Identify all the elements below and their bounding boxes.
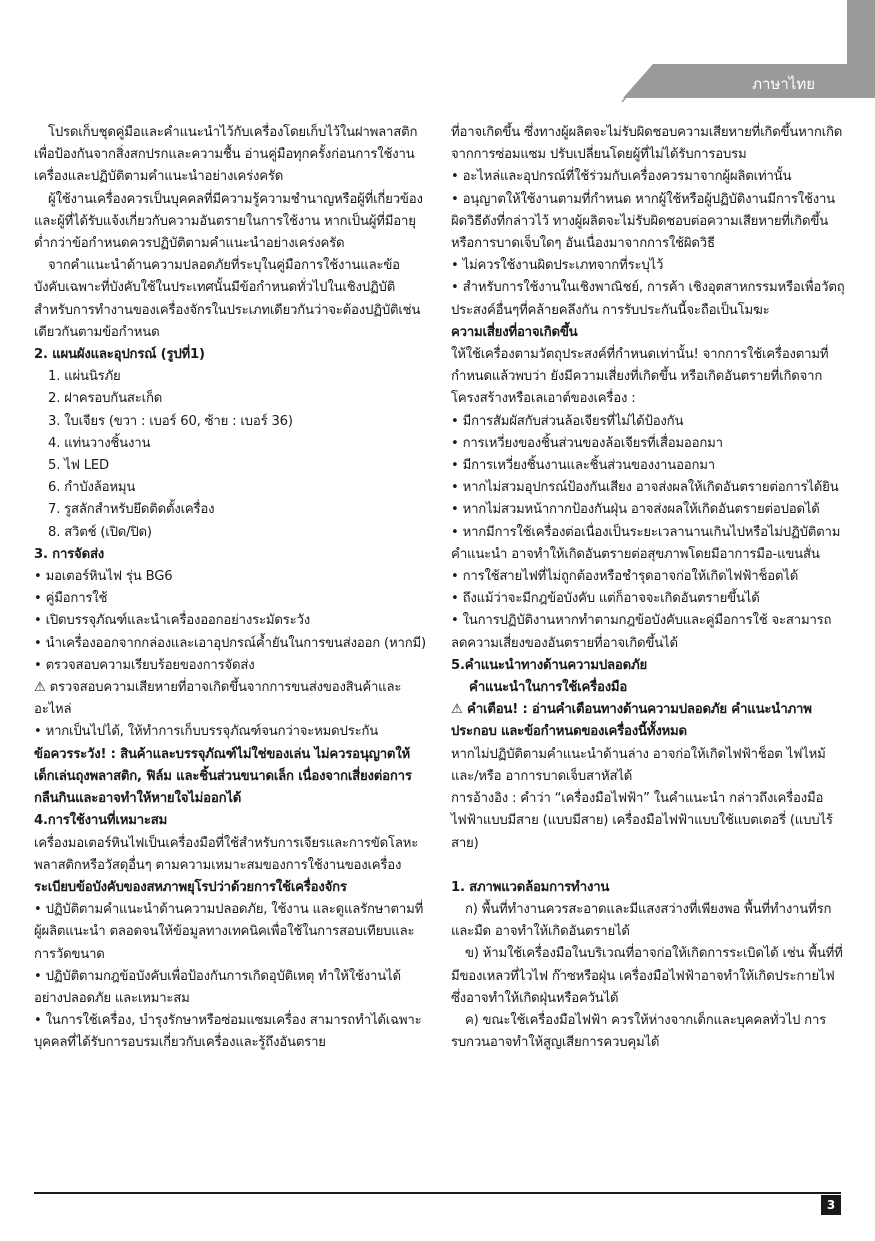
left-paragraph: 1. แผ่นนิรภัย — [48, 369, 121, 385]
left-paragraph: • ปฏิบัติตามกฎข้อบังคับเพื่อป้องกันการเกิดอุบัติเหตุ ทำให้ใช้งานได้อย่างปลอดภัย และเหมาะสม — [34, 968, 401, 1006]
left-paragraph: • เปิดบรรจุภัณฑ์และนำเครื่องออกอย่างระมัดระวัง — [34, 613, 310, 629]
left-paragraph: จากคำแนะนำด้านความปลอดภัยที่ระบุในคู่มือการใช้งานและข้อบังคับเฉพาะที่บังคับใช้ในประเทศนั้นมีข้อกำหนดทั่วไปในเชิงปฏิบัติสำหรับการทำงานของเครื่องจักรในประเภทเดียวกันว่าจะต้องปฏิบัติเช่นเดียวกันตามข้อกำหนด — [34, 258, 421, 340]
left-paragraph: 7. รูสลักสำหรับยึดติดตั้งเครื่อง — [48, 502, 215, 518]
left-paragraph: 2. แผนผังและอุปกรณ์ (รูปที่1) — [34, 347, 205, 363]
left-paragraph: 4.การใช้งานที่เหมาะสม — [34, 813, 168, 829]
right-paragraph: • หากไม่สวมอุปกรณ์ป้องกันเสียง อาจส่งผลให้เกิดอันตรายต่อการได้ยิน — [451, 480, 839, 496]
right-paragraph: • หากมีการใช้เครื่องต่อเนื่องเป็นระยะเวลานานเกินไปหรือไม่ปฏิบัติตามคำแนะนำ อาจทำให้เกิดอันตรายต่อสุขภาพโดยมีอาการมือ-แขนสั่น — [451, 524, 841, 562]
left-paragraph: • มอเตอร์หินไฟ รุ่น BG6 — [34, 569, 173, 585]
left-paragraph: • นำเครื่องออกจากกล่องและเอาอุปกรณ์ค้ำยันในการขนส่งออก (หากมี) — [34, 635, 426, 651]
left-paragraph: 5. ไฟ LED — [48, 458, 109, 474]
left-paragraph: • ในการใช้เครื่อง, บำรุงรักษาหรือซ่อมแซมเครื่อง สามารถทำได้เฉพาะบุคคลที่ได้รับการอบรมเกี่ยวกับเครื่องและรู้ถึงอันตราย — [34, 1013, 422, 1051]
right-paragraph: คำแนะนำในการใช้เครื่องมือ — [469, 680, 628, 696]
right-paragraph: ก) พื้นที่ทำงานควรสะอาดและมีแสงสว่างที่เพียงพอ พื้นที่ทำงานที่รกและมืด อาจทำให้เกิดอันตรายได้ — [451, 901, 832, 940]
left-paragraph: 2. ฝาครอบกันสะเก็ด — [48, 391, 163, 407]
right-paragraph: • การเหวี่ยงของชิ้นส่วนของล้อเจียรที่เสื่อมออกมา — [451, 435, 723, 451]
right-paragraph: • มีการเหวี่ยงชิ้นงานและชิ้นส่วนของงานออกมา — [451, 458, 715, 474]
right-paragraph — [451, 855, 846, 877]
right-paragraph: • สำหรับการใช้งานในเชิงพาณิชย์, การค้า เชิงอุตสาหกรรมหรือเพื่อวัตถุประสงค์อื่นๆที่คล้ายคลึงกัน การรับประกันนี้จะถือเป็นโมฆะ — [451, 280, 845, 318]
right-paragraph: • ถึงแม้ว่าจะมีกฎข้อบังคับ แต่ก็อาจจะเกิดอันตรายขึ้นได้ — [451, 591, 760, 607]
left-paragraph: • ตรวจสอบความเรียบร้อยของการจัดส่ง — [34, 657, 255, 673]
language-label: ภาษาไทย — [752, 75, 815, 93]
right-paragraph: ที่อาจเกิดขึ้น ซึ่งทางผู้ผลิตจะไม่รับผิดชอบความเสียหายที่เกิดขึ้นหากเกิดจากการซ่อมแซม ปรับเปลี่ยนโดยผู้ที่ไม่ได้รับการอบรม — [451, 125, 843, 163]
left-column — [34, 122, 426, 1055]
left-paragraph: 3. ใบเจียร (ขวา : เบอร์ 60, ซ้าย : เบอร์ 36) — [48, 413, 293, 429]
corner-tab — [847, 0, 875, 64]
right-paragraph: การอ้างอิง : คำว่า “เครื่องมือไฟฟ้า” ในคำแนะนำ กล่าวถึงเครื่องมือไฟฟ้าแบบมีสาย (แบบมีสาย) เครื่องมือไฟฟ้าแบบใช้แบตเตอรี่ (แบบไร้สาย) — [451, 791, 833, 851]
footer-rule — [34, 1192, 841, 1194]
right-paragraph: • หากไม่สวมหน้ากากป้องกันฝุ่น อาจส่งผลให้เกิดอันตรายต่อปอดได้ — [451, 502, 820, 518]
left-paragraph: 8. สวิตช์ (เปิด/ปิด) — [48, 524, 152, 540]
left-paragraph: ข้อควรระวัง! : สินค้าและบรรจุภัณฑ์ไม่ใช่ของเล่น ไม่ควรอนุญาตให้เด็กเล่นถุงพลาสติก, ฟิล์ม และชิ้นส่วนขนาดเล็ก เนื่องจากเสี่ยงต่อการกลืนกินและอาจทำให้หายใจไม่ออกได้ — [34, 746, 412, 807]
right-column — [451, 122, 846, 1054]
left-paragraph: ผู้ใช้งานเครื่องควรเป็นบุคคลที่มีความรู้ความชำนาญหรือผู้ที่เกี่ยวข้อง และผู้ที่ได้รับแจ้งเกี่ยวกับความอันตรายในการใช้งาน หากเป็นผู้ที่มีอายุต่ำกว่าข้อกำหนดควรปฏิบัติตามคำแนะนำอย่างเคร่งครัด — [34, 191, 423, 252]
page-number: 3 — [821, 1195, 841, 1215]
right-paragraph: ความเสี่ยงที่อาจเกิดขึ้น — [451, 324, 578, 340]
right-paragraph: • ในการปฏิบัติงานหากทำตามกฎข้อบังคับและคู่มือการใช้ จะสามารถลดความเสี่ยงของอันตรายที่อาจเกิดขึ้นได้ — [451, 613, 832, 651]
right-paragraph: • ไม่ควรใช้งานผิดประเภทจากที่ระบุไว้ — [451, 258, 664, 274]
right-paragraph: ให้ใช้เครื่องตามวัตถุประสงค์ที่กำหนดเท่านั้น! จากการใช้เครื่องตามที่กำหนดแล้วพบว่า ยังมีความเสี่ยงที่เกิดขึ้น หรือเกิดอันตรายที่เกิดจากโครงสร้างหรือเลเอาต์ของเครื่อง : — [451, 347, 829, 407]
left-paragraph: 6. กำบังล้อหมุน — [48, 480, 136, 496]
language-band — [623, 64, 875, 98]
left-paragraph: • คู่มือการใช้ — [34, 591, 108, 607]
right-paragraph: • มีการสัมผัสกับส่วนล้อเจียรที่ไม่ได้ป้องกัน — [451, 413, 684, 429]
left-paragraph: ระเบียบข้อบังคับของสหภาพยุโรปว่าด้วยการใช้เครื่องจักร — [34, 879, 347, 895]
left-paragraph: ⚠ ตรวจสอบความเสียหายที่อาจเกิดขึ้นจากการขนส่งของสินค้าและอะไหล่ — [34, 680, 402, 718]
right-paragraph: 1. สภาพแวดล้อมการทำงาน — [451, 879, 610, 895]
left-paragraph: เครื่องมอเตอร์หินไฟเป็นเครื่องมือที่ใช้สำหรับการเจียรและการขัดโลหะ พลาสติกหรือวัสดุอื่นๆ ตามความเหมาะสมของการใช้งานของเครื่อง — [34, 835, 419, 873]
right-paragraph: ⚠ คำเตือน! : อ่านคำเตือนทางด้านความปลอดภัย คำแนะนำภาพประกอบ และข้อกำหนดของเครื่องนี้ทั้งหมด — [451, 702, 812, 740]
right-paragraph: • การใช้สายไฟที่ไม่ถูกต้องหรือชำรุดอาจก่อให้เกิดไฟฟ้าช็อตได้ — [451, 569, 799, 585]
right-paragraph: หากไม่ปฏิบัติตามคำแนะนำด้านล่าง อาจก่อให้เกิดไฟฟ้าช็อต ไฟไหม้ และ/หรือ อาการบาดเจ็บสาหัสได้ — [451, 746, 826, 784]
right-paragraph: ค) ขณะใช้เครื่องมือไฟฟ้า ควรให้ห่างจากเด็กและบุคคลทั่วไป การรบกวนอาจทำให้สูญเสียการควบคุมได้ — [451, 1012, 827, 1051]
left-paragraph: 4. แท่นวางชิ้นงาน — [48, 435, 151, 451]
left-paragraph: • หากเป็นไปได้, ให้ทำการเก็บบรรจุภัณฑ์จนกว่าจะหมดประกัน — [34, 724, 379, 740]
right-paragraph: ข) ห้ามใช้เครื่องมือในบริเวณที่อาจก่อให้เกิดการระเบิดได้ เช่น พื้นที่ที่มีของเหลวที่ไวไฟ ก๊าซหรือฝุ่น เครื่องมือไฟฟ้าอาจทำให้เกิดประกายไฟ ซึ่งอาจทำให้เกิดฝุ่นหรือควันได้ — [451, 946, 843, 1006]
right-paragraph: • อนุญาตให้ใช้งานตามที่กำหนด หากผู้ใช้หรือผู้ปฏิบัติงานมีการใช้งานผิดวิธีดังที่กล่าวไว้ ทางผู้ผลิตจะไม่รับผิดชอบต่อความเสียหายที่เกิดขึ้นหรือการบาดเจ็บใดๆ อันเนื่องมาจากการใช้ผิดวิธี — [451, 191, 835, 252]
left-paragraph: โปรดเก็บชุดคู่มือและคำแนะนำไว้กับเครื่องโดยเก็บไว้ในฝาพลาสติกเพื่อป้องกันจากสิ่งสกปรกและความชื้น อ่านคู่มือทุกครั้งก่อนการใช้งานเครื่องและปฏิบัติตามคำแนะนำอย่างเคร่งครัด — [34, 125, 418, 185]
left-paragraph: 3. การจัดส่ง — [34, 546, 105, 562]
left-paragraph: • ปฏิบัติตามคำแนะนำด้านความปลอดภัย, ใช้งาน และดูแลรักษาตามที่ผู้ผลิตแนะนำ ตลอดจนให้ข้อมูลทางเทคนิคเพื่อใช้ในการสอบเทียบและการวัดขนาด — [34, 902, 424, 962]
right-paragraph: • อะไหล่และอุปกรณ์ที่ใช้ร่วมกับเครื่องควรมาจากผู้ผลิตเท่านั้น — [451, 169, 792, 185]
right-paragraph: 5.คำแนะนำทางด้านความปลอดภัย — [451, 657, 648, 673]
